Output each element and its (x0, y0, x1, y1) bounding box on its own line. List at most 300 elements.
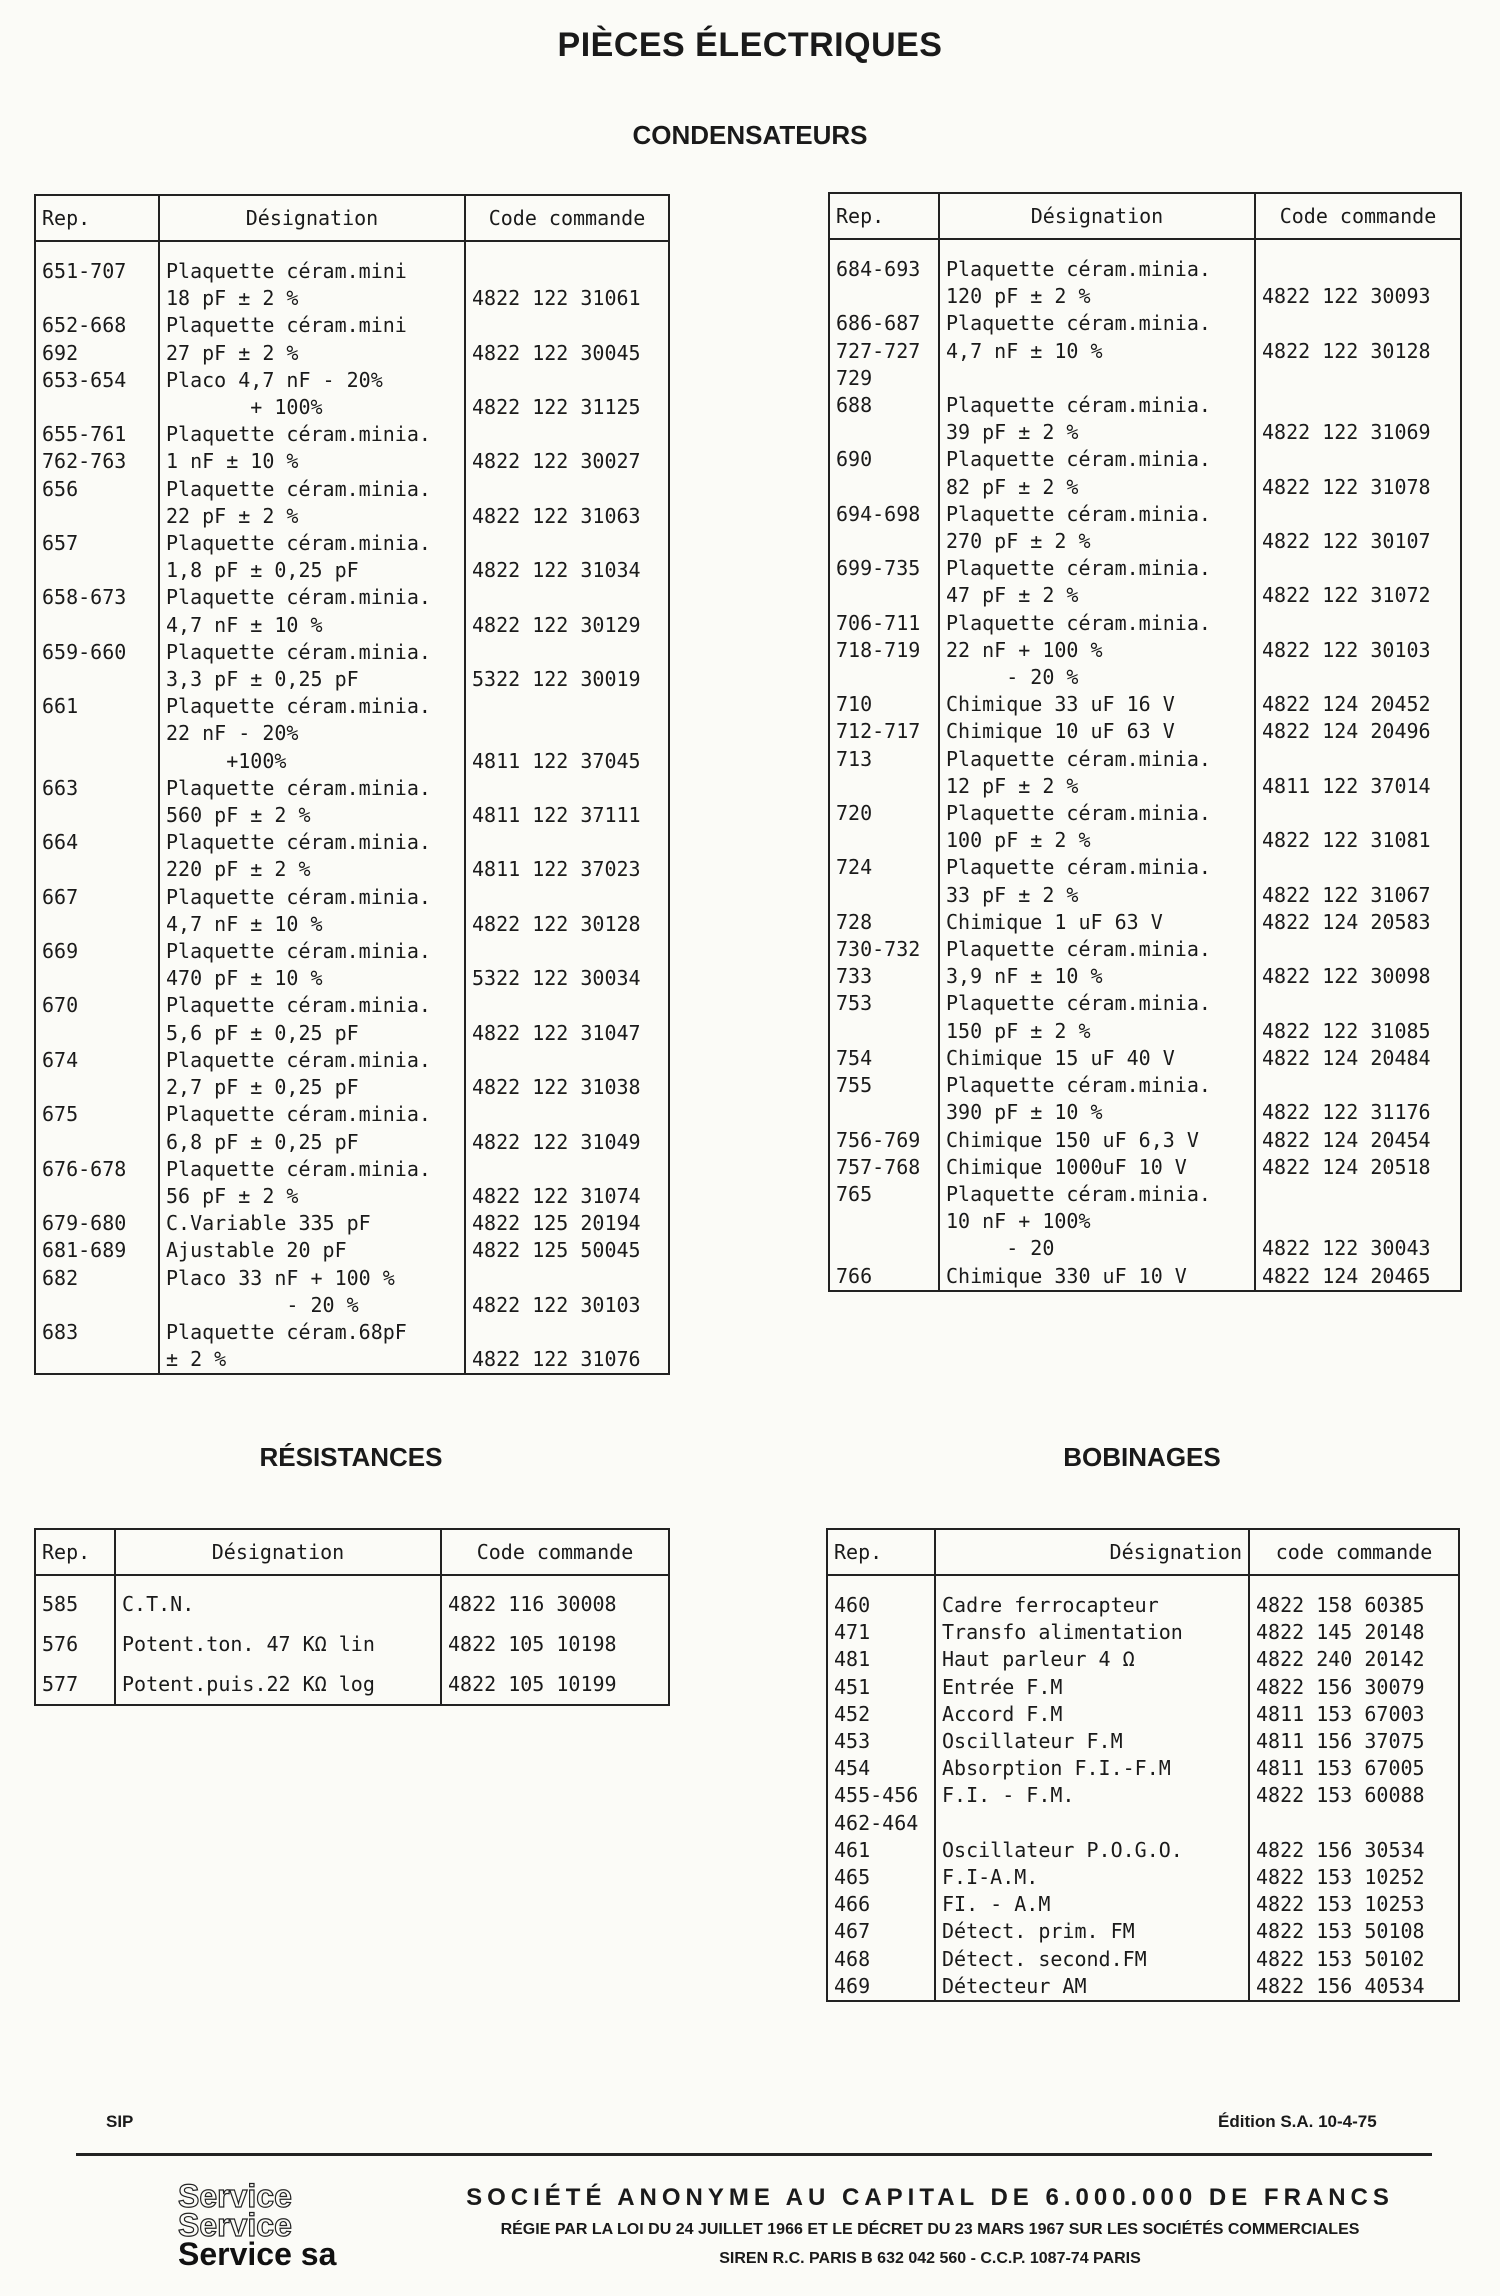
cell-designation: 10 nF + 100% (939, 1208, 1255, 1235)
cell-code (465, 367, 669, 394)
cell-code: 4822 122 30128 (465, 911, 669, 938)
cell-designation: Plaquette céram.minia. (939, 610, 1255, 637)
table-row (35, 421, 669, 448)
cell-designation: Plaquette céram.minia. (159, 421, 465, 448)
col-header-code: Code commande (465, 195, 669, 241)
table-row (829, 501, 1461, 528)
cell-rep: 576 (35, 1624, 115, 1664)
cell-designation: Plaquette céram.minia. (939, 1072, 1255, 1099)
logo-line-1: Service (178, 2178, 292, 2214)
cell-designation: Chimique 330 uF 10 V (939, 1263, 1255, 1291)
cell-rep: 686-687 (829, 310, 939, 337)
table-row (35, 1624, 669, 1664)
cell-rep: 675 (35, 1101, 159, 1128)
table-row (35, 1183, 669, 1210)
cell-code: 4822 153 50108 (1249, 1918, 1459, 1945)
cell-designation: Potent.ton. 47 KΩ lin (115, 1624, 441, 1664)
cell-rep: 684-693 (829, 256, 939, 283)
cell-designation: 120 pF ± 2 % (939, 283, 1255, 310)
cell-code: 4822 122 31049 (465, 1129, 669, 1156)
cell-rep: 699-735 (829, 555, 939, 582)
cell-designation: 18 pF ± 2 % (159, 285, 465, 312)
cell-designation: Plaquette céram.mini (159, 258, 465, 285)
cell-code: 4822 145 20148 (1249, 1619, 1459, 1646)
cell-rep: 455-456 (827, 1782, 935, 1809)
cell-rep: 712-717 (829, 718, 939, 745)
table-row (829, 1181, 1461, 1208)
cell-rep (829, 1099, 939, 1126)
cell-rep: 461 (827, 1837, 935, 1864)
col-header-code: Code commande (1255, 193, 1461, 239)
cell-designation: - 20 % (159, 1292, 465, 1319)
cell-code: 5322 122 30019 (465, 666, 669, 693)
cell-code (1255, 501, 1461, 528)
cell-code (465, 938, 669, 965)
cell-rep: 481 (827, 1646, 935, 1673)
cell-code: 4822 122 30103 (1255, 637, 1461, 664)
cell-rep (35, 1292, 159, 1319)
cell-code (1255, 610, 1461, 637)
resistances-heading: RÉSISTANCES (259, 1442, 443, 1472)
cell-designation: 470 pF ± 10 % (159, 965, 465, 992)
cell-code (465, 1101, 669, 1128)
cell-code (465, 720, 669, 747)
cell-rep: 585 (35, 1584, 115, 1624)
cell-code (1255, 365, 1461, 392)
cell-rep (829, 1208, 939, 1235)
table-row (829, 718, 1461, 745)
table-row (35, 394, 669, 421)
cell-code: 4822 122 30129 (465, 612, 669, 639)
col-header-code: code commande (1249, 1529, 1459, 1575)
cell-rep (35, 748, 159, 775)
cell-designation: 22 nF + 100 % (939, 637, 1255, 664)
cell-code: 4822 105 10199 (441, 1664, 669, 1705)
cell-code (465, 992, 669, 1019)
spacer-cell (115, 1575, 441, 1584)
cell-rep (35, 720, 159, 747)
cell-designation: Transfo alimentation (935, 1619, 1249, 1646)
legal-siren: SIREN R.C. PARIS B 632 042 560 - C.C.P. 1087-74 PARIS (719, 2250, 1141, 2267)
condensateurs-table-left (34, 194, 670, 1375)
cell-code: 4822 105 10198 (441, 1624, 669, 1664)
cell-code (465, 584, 669, 611)
cell-rep (829, 664, 939, 691)
table-row (829, 610, 1461, 637)
table-row (829, 746, 1461, 773)
cell-rep (35, 1074, 159, 1101)
table-row (35, 802, 669, 829)
cell-rep: 728 (829, 909, 939, 936)
cell-rep: 451 (827, 1674, 935, 1701)
cell-designation: Chimique 15 uF 40 V (939, 1045, 1255, 1072)
table-row (827, 1782, 1459, 1809)
spacer-row (35, 1575, 669, 1584)
cell-designation: Plaquette céram.minia. (939, 1181, 1255, 1208)
table-row (829, 637, 1461, 664)
cell-code: 4811 153 67003 (1249, 1701, 1459, 1728)
col-header-designation: Désignation (159, 195, 465, 241)
cell-code (1255, 310, 1461, 337)
cell-designation: Plaquette céram.minia. (159, 530, 465, 557)
cell-designation: Plaquette céram.minia. (159, 639, 465, 666)
cell-designation: Potent.puis.22 KΩ log (115, 1664, 441, 1705)
table-row (829, 664, 1461, 691)
cell-designation: Plaquette céram.68pF (159, 1319, 465, 1346)
cell-rep (35, 911, 159, 938)
cell-code: 4822 124 20465 (1255, 1263, 1461, 1291)
cell-code: 4822 122 30103 (465, 1292, 669, 1319)
cell-rep: 670 (35, 992, 159, 1019)
table-row (829, 474, 1461, 501)
table-row (35, 1237, 669, 1264)
cell-designation: - 20 (939, 1235, 1255, 1262)
table-row (829, 800, 1461, 827)
cell-code: 4811 122 37045 (465, 748, 669, 775)
table-row (35, 965, 669, 992)
cell-designation: Ajustable 20 pF (159, 1237, 465, 1264)
table-row (35, 775, 669, 802)
cell-rep: 765 (829, 1181, 939, 1208)
cell-designation: Accord F.M (935, 1701, 1249, 1728)
cell-rep: 462-464 (827, 1810, 935, 1837)
spacer-cell (441, 1575, 669, 1584)
cell-designation: 4,7 nF ± 10 % (159, 911, 465, 938)
cell-rep: 710 (829, 691, 939, 718)
table-row (827, 1755, 1459, 1782)
table-row (35, 1101, 669, 1128)
cell-rep: 718-719 (829, 637, 939, 664)
table-row (829, 1263, 1461, 1291)
cell-rep: 651-707 (35, 258, 159, 285)
table-row (35, 666, 669, 693)
cell-rep: 754 (829, 1045, 939, 1072)
table-row (35, 1156, 669, 1183)
cell-rep (35, 1183, 159, 1210)
cell-code: 4822 122 31078 (1255, 474, 1461, 501)
cell-designation: 3,9 nF ± 10 % (939, 963, 1255, 990)
cell-rep (829, 882, 939, 909)
cell-code (1255, 800, 1461, 827)
cell-code: 4822 156 30079 (1249, 1674, 1459, 1701)
table-row (829, 555, 1461, 582)
spacer-cell (465, 241, 669, 258)
cell-designation: 12 pF ± 2 % (939, 773, 1255, 800)
cell-rep (829, 582, 939, 609)
cell-rep: 656 (35, 476, 159, 503)
cell-rep: 453 (827, 1728, 935, 1755)
cell-rep (35, 394, 159, 421)
cell-rep: 653-654 (35, 367, 159, 394)
cell-designation: Plaquette céram.minia. (939, 746, 1255, 773)
cell-rep (35, 285, 159, 312)
cell-designation: F.I-A.M. (935, 1864, 1249, 1891)
table-row (829, 773, 1461, 800)
cell-rep (35, 1129, 159, 1156)
edition-date: Édition S.A. 10-4-75 (1218, 2112, 1377, 2131)
cell-code: 4822 122 30098 (1255, 963, 1461, 990)
table-row (829, 310, 1461, 337)
cell-code: 4822 122 31125 (465, 394, 669, 421)
col-header-designation: Désignation (939, 193, 1255, 239)
cell-rep: 729 (829, 365, 939, 392)
spacer-cell (35, 1575, 115, 1584)
logo-line-2: Service (178, 2207, 292, 2243)
cell-code: 4822 122 31076 (465, 1346, 669, 1374)
cell-rep: 706-711 (829, 610, 939, 637)
table-row (35, 748, 669, 775)
cell-code (1255, 854, 1461, 881)
cell-designation: Chimique 10 uF 63 V (939, 718, 1255, 745)
table-row (829, 1235, 1461, 1262)
cell-designation: - 20 % (939, 664, 1255, 691)
cell-rep: 674 (35, 1047, 159, 1074)
company-capital: SOCIÉTÉ ANONYME AU CAPITAL DE 6.000.000 DE FRANCS (466, 2184, 1394, 2211)
cell-code: 4822 122 31034 (465, 557, 669, 584)
cell-rep: 467 (827, 1918, 935, 1945)
table-row (35, 1210, 669, 1237)
cell-code: 4822 122 31038 (465, 1074, 669, 1101)
cell-code (1255, 555, 1461, 582)
cell-rep: 720 (829, 800, 939, 827)
cell-code (1255, 256, 1461, 283)
table-row (829, 365, 1461, 392)
cell-code (465, 639, 669, 666)
cell-rep: 681-689 (35, 1237, 159, 1264)
cell-rep (829, 1235, 939, 1262)
cell-rep (829, 1018, 939, 1045)
cell-rep: 657 (35, 530, 159, 557)
table-row (35, 340, 669, 367)
cell-designation: 150 pF ± 2 % (939, 1018, 1255, 1045)
table-row (827, 1701, 1459, 1728)
table-row (35, 476, 669, 503)
spacer-cell (939, 239, 1255, 256)
col-header-designation: Désignation (115, 1529, 441, 1575)
cell-code: 4822 122 31074 (465, 1183, 669, 1210)
spacer-cell (827, 1575, 935, 1592)
table-row (35, 1292, 669, 1319)
table-row (829, 854, 1461, 881)
table-row (827, 1728, 1459, 1755)
spacer-row (827, 1575, 1459, 1592)
cell-rep: 679-680 (35, 1210, 159, 1237)
cell-rep (35, 802, 159, 829)
cell-rep (35, 503, 159, 530)
logo-line-3: Service sa (178, 2236, 337, 2272)
cell-designation: Détecteur AM (935, 1973, 1249, 2001)
table-row (829, 1127, 1461, 1154)
table-row (829, 392, 1461, 419)
cell-rep: 465 (827, 1864, 935, 1891)
table-row (829, 582, 1461, 609)
table-row (829, 1072, 1461, 1099)
cell-designation: Chimique 33 uF 16 V (939, 691, 1255, 718)
cell-rep: 468 (827, 1946, 935, 1973)
table-row (829, 283, 1461, 310)
cell-designation: Plaquette céram.minia. (159, 1156, 465, 1183)
cell-rep (829, 773, 939, 800)
cell-designation: Plaquette céram.minia. (939, 990, 1255, 1017)
table-row (827, 1837, 1459, 1864)
cell-code (465, 775, 669, 802)
cell-code: 4822 122 30045 (465, 340, 669, 367)
cell-rep (35, 965, 159, 992)
table-row (35, 285, 669, 312)
cell-designation: 390 pF ± 10 % (939, 1099, 1255, 1126)
cell-designation: Entrée F.M (935, 1674, 1249, 1701)
cell-designation: C.T.N. (115, 1584, 441, 1624)
cell-designation: Détect. second.FM (935, 1946, 1249, 1973)
cell-designation (939, 365, 1255, 392)
cell-designation: + 100% (159, 394, 465, 421)
table-row (827, 1946, 1459, 1973)
cell-rep: 694-698 (829, 501, 939, 528)
cell-code (465, 1319, 669, 1346)
table-row (827, 1674, 1459, 1701)
resistances-table (34, 1528, 670, 1706)
cell-code: 4822 122 31072 (1255, 582, 1461, 609)
cell-code: 4822 124 20496 (1255, 718, 1461, 745)
cell-code: 4822 122 31069 (1255, 419, 1461, 446)
col-header-rep: Rep. (827, 1529, 935, 1575)
cell-code: 4822 122 31085 (1255, 1018, 1461, 1045)
table-row (35, 693, 669, 720)
cell-code: 4822 124 20484 (1255, 1045, 1461, 1072)
table-row (829, 909, 1461, 936)
table-row (829, 338, 1461, 365)
cell-designation: 4,7 nF ± 10 % (939, 338, 1255, 365)
table-row (827, 1619, 1459, 1646)
spacer-cell (935, 1575, 1249, 1592)
cell-code: 4811 122 37111 (465, 802, 669, 829)
cell-rep (35, 1346, 159, 1374)
cell-rep: 655-761 (35, 421, 159, 448)
table-row (35, 1319, 669, 1346)
cell-rep (829, 474, 939, 501)
table-row (829, 256, 1461, 283)
cell-rep: 466 (827, 1891, 935, 1918)
cell-code: 4822 153 10253 (1249, 1891, 1459, 1918)
page-title: PIÈCES ÉLECTRIQUES (557, 26, 943, 64)
cell-designation: 220 pF ± 2 % (159, 856, 465, 883)
cell-designation: 22 nF - 20% (159, 720, 465, 747)
cell-code: 4822 153 10252 (1249, 1864, 1459, 1891)
cell-code (1249, 1810, 1459, 1837)
table-row (829, 990, 1461, 1017)
cell-rep: 766 (829, 1263, 939, 1291)
cell-code (465, 884, 669, 911)
cell-rep: 658-673 (35, 584, 159, 611)
cell-designation: 33 pF ± 2 % (939, 882, 1255, 909)
cell-code: 4822 122 31081 (1255, 827, 1461, 854)
table-row (829, 419, 1461, 446)
service-logo (178, 2178, 337, 2272)
cell-rep: 688 (829, 392, 939, 419)
cell-code (465, 1265, 669, 1292)
cell-rep: 730-732 (829, 936, 939, 963)
cell-designation: Oscillateur F.M (935, 1728, 1249, 1755)
cell-code: 4822 153 50102 (1249, 1946, 1459, 1973)
cell-rep (35, 666, 159, 693)
cell-code (465, 829, 669, 856)
cell-designation: Placo 4,7 nF - 20% (159, 367, 465, 394)
table-row (35, 829, 669, 856)
cell-designation: Plaquette céram.minia. (159, 476, 465, 503)
cell-rep: 733 (829, 963, 939, 990)
cell-designation: 270 pF ± 2 % (939, 528, 1255, 555)
cell-designation: Placo 33 nF + 100 % (159, 1265, 465, 1292)
cell-code: 4811 153 67005 (1249, 1755, 1459, 1782)
table-row (827, 1810, 1459, 1837)
cell-rep: 755 (829, 1072, 939, 1099)
table-row (35, 312, 669, 339)
cell-rep: 727-727 (829, 338, 939, 365)
col-header-rep: Rep. (35, 195, 159, 241)
cell-code: 4822 122 31176 (1255, 1099, 1461, 1126)
cell-designation: 27 pF ± 2 % (159, 340, 465, 367)
cell-designation: 100 pF ± 2 % (939, 827, 1255, 854)
cell-designation: Plaquette céram.minia. (159, 829, 465, 856)
cell-code: 4822 122 30128 (1255, 338, 1461, 365)
cell-rep (829, 528, 939, 555)
cell-rep: 756-769 (829, 1127, 939, 1154)
spacer-cell (35, 241, 159, 258)
cell-designation: Plaquette céram.minia. (159, 992, 465, 1019)
cell-code (465, 693, 669, 720)
cell-rep: 724 (829, 854, 939, 881)
table-row (827, 1646, 1459, 1673)
table-row (35, 1346, 669, 1374)
cell-designation: Plaquette céram.minia. (939, 854, 1255, 881)
cell-designation: 22 pF ± 2 % (159, 503, 465, 530)
cell-code: 4822 125 50045 (465, 1237, 669, 1264)
table-row (35, 911, 669, 938)
cell-rep: 669 (35, 938, 159, 965)
table-row (829, 936, 1461, 963)
cell-code: 4822 122 30107 (1255, 528, 1461, 555)
cell-rep (35, 557, 159, 584)
table-row (35, 639, 669, 666)
cell-rep (35, 612, 159, 639)
cell-code: 4822 156 40534 (1249, 1973, 1459, 2001)
cell-code: 4811 122 37023 (465, 856, 669, 883)
cell-designation: Oscillateur P.O.G.O. (935, 1837, 1249, 1864)
cell-designation: Absorption F.I.-F.M (935, 1755, 1249, 1782)
col-header-rep: Rep. (35, 1529, 115, 1575)
legal-regie: RÉGIE PAR LA LOI DU 24 JUILLET 1966 ET LE DÉCRET DU 23 MARS 1967 SUR LES SOCIÉTÉS COMMERCIALES (500, 2221, 1360, 2238)
cell-designation: FI. - A.M (935, 1891, 1249, 1918)
table-row (35, 992, 669, 1019)
cell-rep: 577 (35, 1664, 115, 1705)
cell-rep: 661 (35, 693, 159, 720)
table-row (829, 1154, 1461, 1181)
cell-designation: +100% (159, 748, 465, 775)
cell-rep: 762-763 (35, 448, 159, 475)
cell-designation: Plaquette céram.minia. (159, 1101, 465, 1128)
cell-code: 4822 122 31061 (465, 285, 669, 312)
cell-designation: Plaquette céram.minia. (939, 392, 1255, 419)
cell-designation: C.Variable 335 pF (159, 1210, 465, 1237)
cell-designation: ± 2 % (159, 1346, 465, 1374)
cell-rep: 664 (35, 829, 159, 856)
cell-rep: 460 (827, 1592, 935, 1619)
cell-code (465, 258, 669, 285)
table-row (829, 1045, 1461, 1072)
cell-designation: Chimique 1000uF 10 V (939, 1154, 1255, 1181)
cell-code (1255, 446, 1461, 473)
cell-designation: Plaquette céram.minia. (939, 555, 1255, 582)
